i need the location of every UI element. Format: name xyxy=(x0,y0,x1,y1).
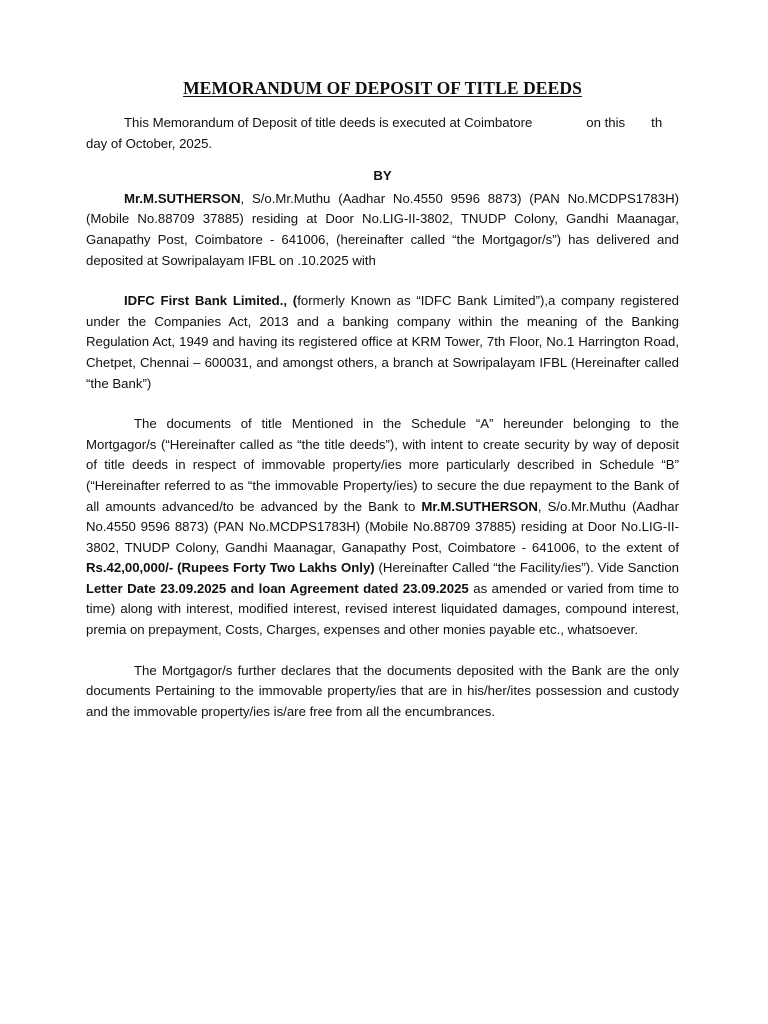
documents-sanction: Letter Date 23.09.2025 and loan Agreement dated 23.09.2025 xyxy=(86,580,469,596)
intro-text: This Memorandum of Deposit of title deeds is executed at xyxy=(124,115,465,130)
document-page xyxy=(86,78,679,722)
documents-part2: , S/o.Mr.Muthu (Aadhar No.4550 9596 8873) (PAN No.MCDPS1783H) (Mobile No.88709 37885) residing at Door No.LIG-II-3802, TNUDP Colony, Gandhi Maanagar, Ganapathy Post, Coimbatore - 641006, to the extent of xyxy=(86,498,679,555)
document-title: MEMORANDUM OF DEPOSIT OF TITLE DEEDS xyxy=(183,78,582,98)
bank-details: formerly Known as “IDFC Bank Limited”),a company registered under the Companies Act, 2013 and a banking company within the meaning of the Banking Regulation Act, 1949 and having its registered office at KRM Tower, 7th Floor, No.1 Harrington Road, Chetpet, Chennai – 600031, and amongst others, a branch at Sowripalayam IFBL (Hereinafter called “the Bank”) xyxy=(86,293,680,391)
intro-th: th xyxy=(651,115,663,130)
mortgagor-details: , S/o.Mr.Muthu (Aadhar No.4550 9596 8873) (PAN No.MCDPS1783H) (Mobile No.88709 37885) residing at Door No.LIG-II-3802, TNUDP Colony, Gandhi Maanagar, Ganapathy Post, Coimbatore - 641006, (hereinafter called “the Mortgagor/s”) has delivered and deposited at Sowripalayam IFBL on .10.2025 with xyxy=(86,190,679,268)
intro-paragraph xyxy=(86,113,679,134)
bank-paragraph xyxy=(86,291,679,394)
documents-part3: (Hereinafter Called “the Facility/ies”). Vide Sanction xyxy=(374,560,679,576)
by-heading: BY xyxy=(373,168,392,184)
intro-on-this: on this xyxy=(586,115,626,130)
intro-date-line: day of October, 2025. xyxy=(86,135,213,151)
documents-borrower-name: Mr.M.SUTHERSON xyxy=(421,498,538,514)
mortgagor-paragraph xyxy=(86,189,679,271)
bank-name: IDFC First Bank Limited., ( xyxy=(124,293,298,309)
mortgagor-name: Mr.M.SUTHERSON xyxy=(124,190,241,206)
documents-part1: The documents of title Mentioned in the Schedule “A” hereunder belonging to the Mortgagor/s (“Hereinafter called as “the title deeds”), with intent to create security by way of deposit of title deeds in respect of immovable property/ies more particularly described in Schedule “B” (“Hereinafter referred to as “the immovable Property/ies) to secure the due repayment to the Bank of all amounts advanced/to be advanced by the Bank to xyxy=(86,416,679,514)
documents-paragraph xyxy=(86,414,679,641)
declaration-paragraph: The Mortgagor/s further declares that the documents deposited with the Bank are the only documents Pertaining to the immovable property/ies that are in his/her/ites possession and custody and the immovable property/ies is/are free from all the encumbrances. xyxy=(86,662,679,719)
documents-amount: Rs.42,00,000/- (Rupees Forty Two Lakhs Only) xyxy=(86,560,375,576)
documents-part4: as amended or varied from time to time) along with interest, modified interest, revised interest liquidated damages, compound interest, premia on prepayment, Costs, Charges, expenses and other monies payable etc., whatsoever. xyxy=(86,580,679,638)
intro-place: Coimbatore xyxy=(464,115,533,130)
